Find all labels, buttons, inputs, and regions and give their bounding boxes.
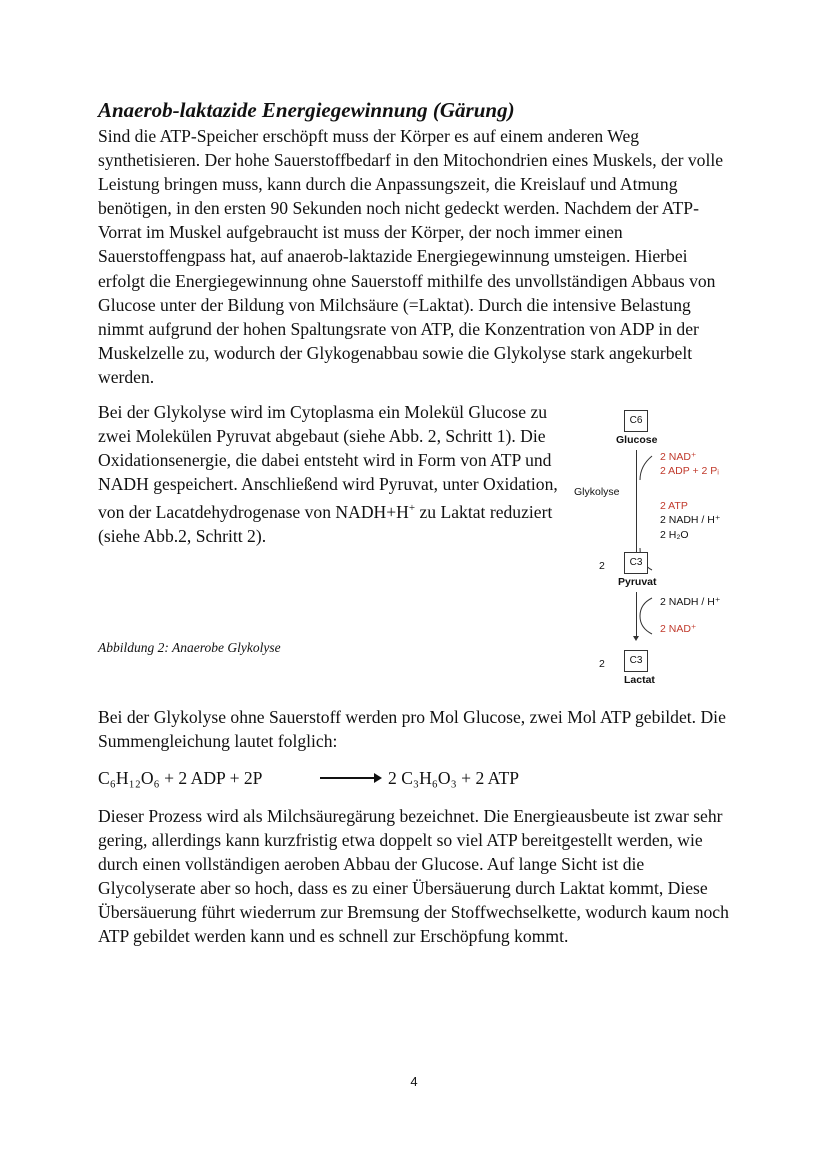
input-nadh: 2 NADH / H⁺ xyxy=(660,596,721,608)
paragraph-glykolyse-text-end: zu Laktat reduziert (siehe Abb.2, Schritt 2). xyxy=(98,502,553,547)
equation-reactants: C₆H₁₂O₆ + 2 ADP + 2P xyxy=(98,768,263,788)
lactat-box: C3 xyxy=(624,650,648,672)
output-nad: 2 NAD⁺ xyxy=(660,623,697,635)
output-atp: 2 ATP xyxy=(660,500,688,512)
lactat-label: Lactat xyxy=(624,674,655,686)
reduction-curve xyxy=(638,594,660,640)
paragraph-conclusion: Dieser Prozess wird als Milchsäuregärung bezeichnet. Die Energieausbeute ist zwar sehr gering, allerdings kann kurzfristig etwa doppelt so viel ATP bereitgestellt werden, wie durch einen vollständigen aeroben Abbau der Glucose. Auf lange Sicht ist die Glycolyserate aber so hoch, dass es zu einer Übersäuerung durch Laktat kommt, Diese Übersäuerung führt wiederrum zur Bremsung der Stoffwechselkette, wodurch kaum noch ATP gebildet werden kann und es schnell zur Erschöpfung kommt. xyxy=(98,806,729,947)
glykolyse-label: Glykolyse xyxy=(574,486,620,498)
paragraph-intro: Sind die ATP-Speicher erschöpft muss der Körper es auf einem anderen Weg synthetisieren. Der hohe Sauerstoffbedarf in den Mitochondrien eines Muskels, der volle Leistung bringen muss, kann durch die Anpassungszeit, die Kreislauf und Atmung benötigen, in den ersten 90 Sekunden noch nicht gedeckt werden. Nachdem der ATP-Vorrat im Muskel aufgebraucht ist muss der Körper, der noch immer einen Sauerstoffengpass hat, auf anaerob-laktazide Energiegewinnung umsteigen. Hierbei erfolgt die Energiegewinnung ohne Sauerstoff mithilfe des unvollständigen Abbaus von Glucose unter der Bildung von Milchsäure (=Laktat). Durch die intensive Belastung nimmt aufgrund der hohen Spaltungsrate von ATP, die Konzentration von ADP in der Muskelzelle zu, wodurch der Glykogenabbau sowie die Glykolyse stark angekurbelt werden. xyxy=(98,126,724,387)
output-nadh: 2 NADH / H⁺ xyxy=(660,514,721,526)
page-number: 4 xyxy=(410,1074,418,1089)
pyruvat-count: 2 xyxy=(599,560,605,572)
pyruvat-box: C3 xyxy=(624,552,648,574)
glucose-label: Glucose xyxy=(616,434,658,446)
paragraph-glykolyse xyxy=(98,400,568,548)
output-water: 2 H₂O xyxy=(660,529,689,541)
glycolysis-diagram xyxy=(560,400,780,700)
sum-equation xyxy=(98,764,718,792)
glucose-box: C6 xyxy=(624,410,648,432)
lactat-count: 2 xyxy=(599,658,605,670)
equation-products: 2 C₃H₆O₃ + 2 ATP xyxy=(388,768,519,788)
reduction-arrow-line xyxy=(636,592,637,638)
glykolyse-arrow-line xyxy=(636,450,637,562)
equation-arrow xyxy=(320,777,380,779)
pyruvat-label: Pyruvat xyxy=(618,576,657,588)
paragraph-summary: Bei der Glykolyse ohne Sauerstoff werden pro Mol Glucose, zwei Mol ATP gebildet. Die Summengleichung lautet folglich: xyxy=(98,707,726,752)
input-nad: 2 NAD⁺ xyxy=(660,451,697,463)
figure-caption: Abbildung 2: Anaerobe Glykolyse xyxy=(98,640,281,655)
paragraph-glykolyse-text: Bei der Glykolyse wird im Cytoplasma ein Molekül Glucose zu zwei Molekülen Pyruvat abgebaut (siehe Abb. 2, Schritt 1). Die Oxidationsenergie, die dabei entsteht wird in Form von ATP und NADH gespeichert. Anschließend wird Pyruvat, unter Oxidation, von der Lacatdehydrogenase von NADH+H xyxy=(98,402,558,523)
superscript-plus: + xyxy=(408,502,416,515)
input-adp: 2 ADP + 2 Pᵢ xyxy=(660,465,719,477)
section-heading: Anaerob-laktazide Energiegewinnung (Gärung) xyxy=(98,98,515,122)
